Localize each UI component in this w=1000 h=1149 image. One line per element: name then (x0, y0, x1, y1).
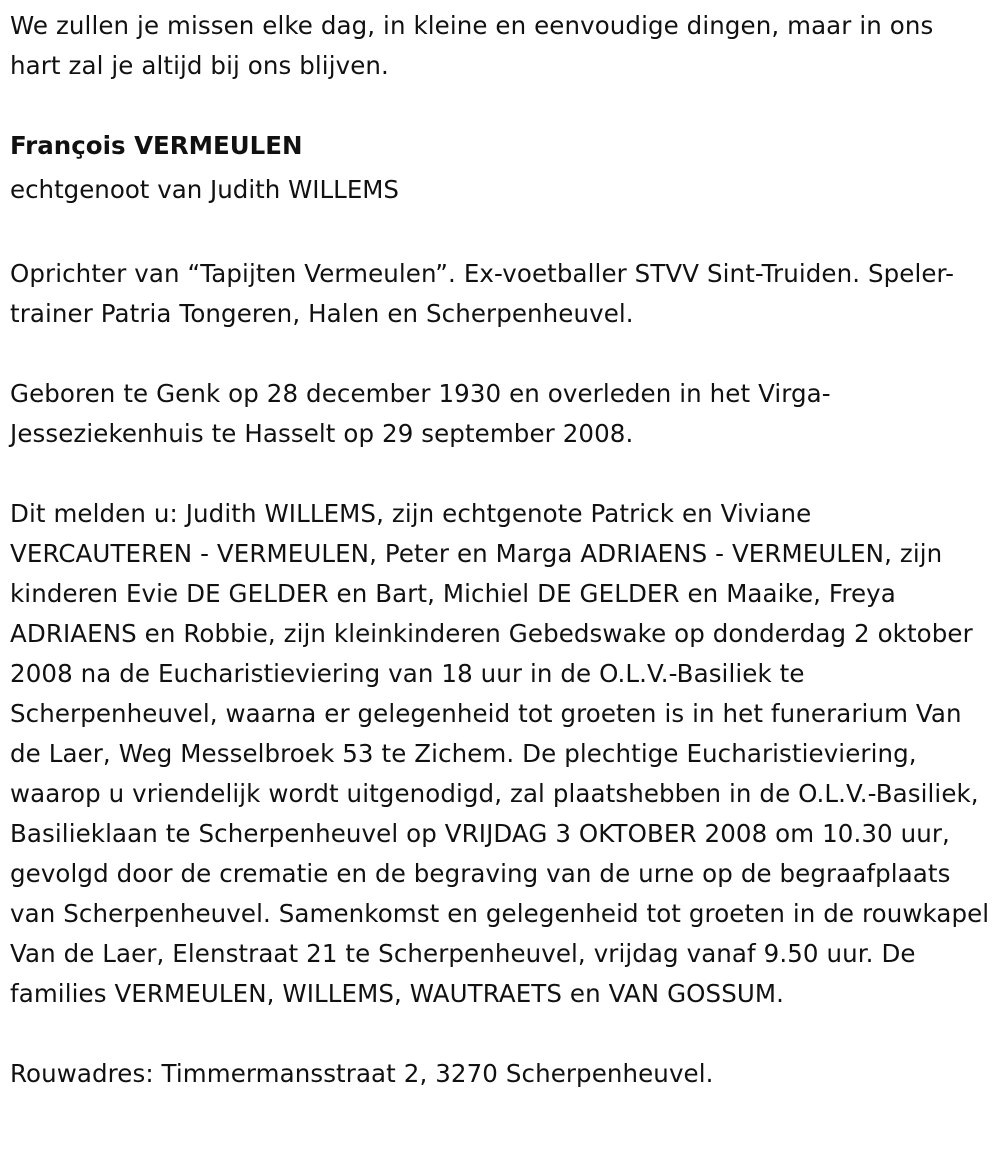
spacer (10, 454, 990, 494)
spacer (10, 214, 990, 254)
spacer (10, 86, 990, 126)
deceased-name: François VERMEULEN (10, 131, 303, 160)
announcement: Dit melden u: Judith WILLEMS, zijn echtgenote Patrick en Viviane VERCAUTEREN - VERMEULEN, Peter en Marga ADRIAENS - VERMEULEN, zijn kinderen Evie DE GELDER en Bart, Michiel DE GELDER en Maaike, Freya ADRIAENS en Robbie, zijn kleinkinderen Gebedswake op donderdag 2 oktober 2008 na de Eucharistieviering van 18 uur in de O.L.V.-Basiliek te Scherpenheuvel, waarna er gelegenheid tot groeten is in het funerarium Van de Laer, Weg Messelbroek 53 te Zichem. De plechtige Eucharistieviering, waarop u vriendelijk wordt uitgenodigd, zal plaatshebben in de O.L.V.-Basiliek, Basilieklaan te Scherpenheuvel op VRIJDAG 3 OKTOBER 2008 om 10.30 uur, gevolgd door de crematie en de begraving van de urne op de begraafplaats van Scherpenheuvel. Samenkomst en gelegenheid tot groeten in de rouwkapel Van de Laer, Elenstraat 21 te Scherpenheuvel, vrijdag vanaf 9.50 uur. De families VERMEULEN, WILLEMS, WAUTRAETS en VAN GOSSUM. (10, 499, 990, 1008)
spacer (10, 334, 990, 374)
mourning-address: Rouwadres: Timmermansstraat 2, 3270 Scherpenheuvel. (10, 1059, 714, 1088)
spouse-line: echtgenoot van Judith WILLEMS (10, 175, 399, 204)
opening-quote: We zullen je missen elke dag, in kleine en eenvoudige dingen, maar in ons hart zal je altijd bij ons blijven. (10, 11, 934, 80)
spacer (10, 1014, 990, 1054)
biography: Oprichter van “Tapijten Vermeulen”. Ex-voetballer STVV Sint-Truiden. Speler-trainer Patria Tongeren, Halen en Scherpenheuvel. (10, 259, 955, 328)
birth-death: Geboren te Genk op 28 december 1930 en overleden in het Virga-Jesseziekenhuis te Hasselt op 29 september 2008. (10, 379, 831, 448)
